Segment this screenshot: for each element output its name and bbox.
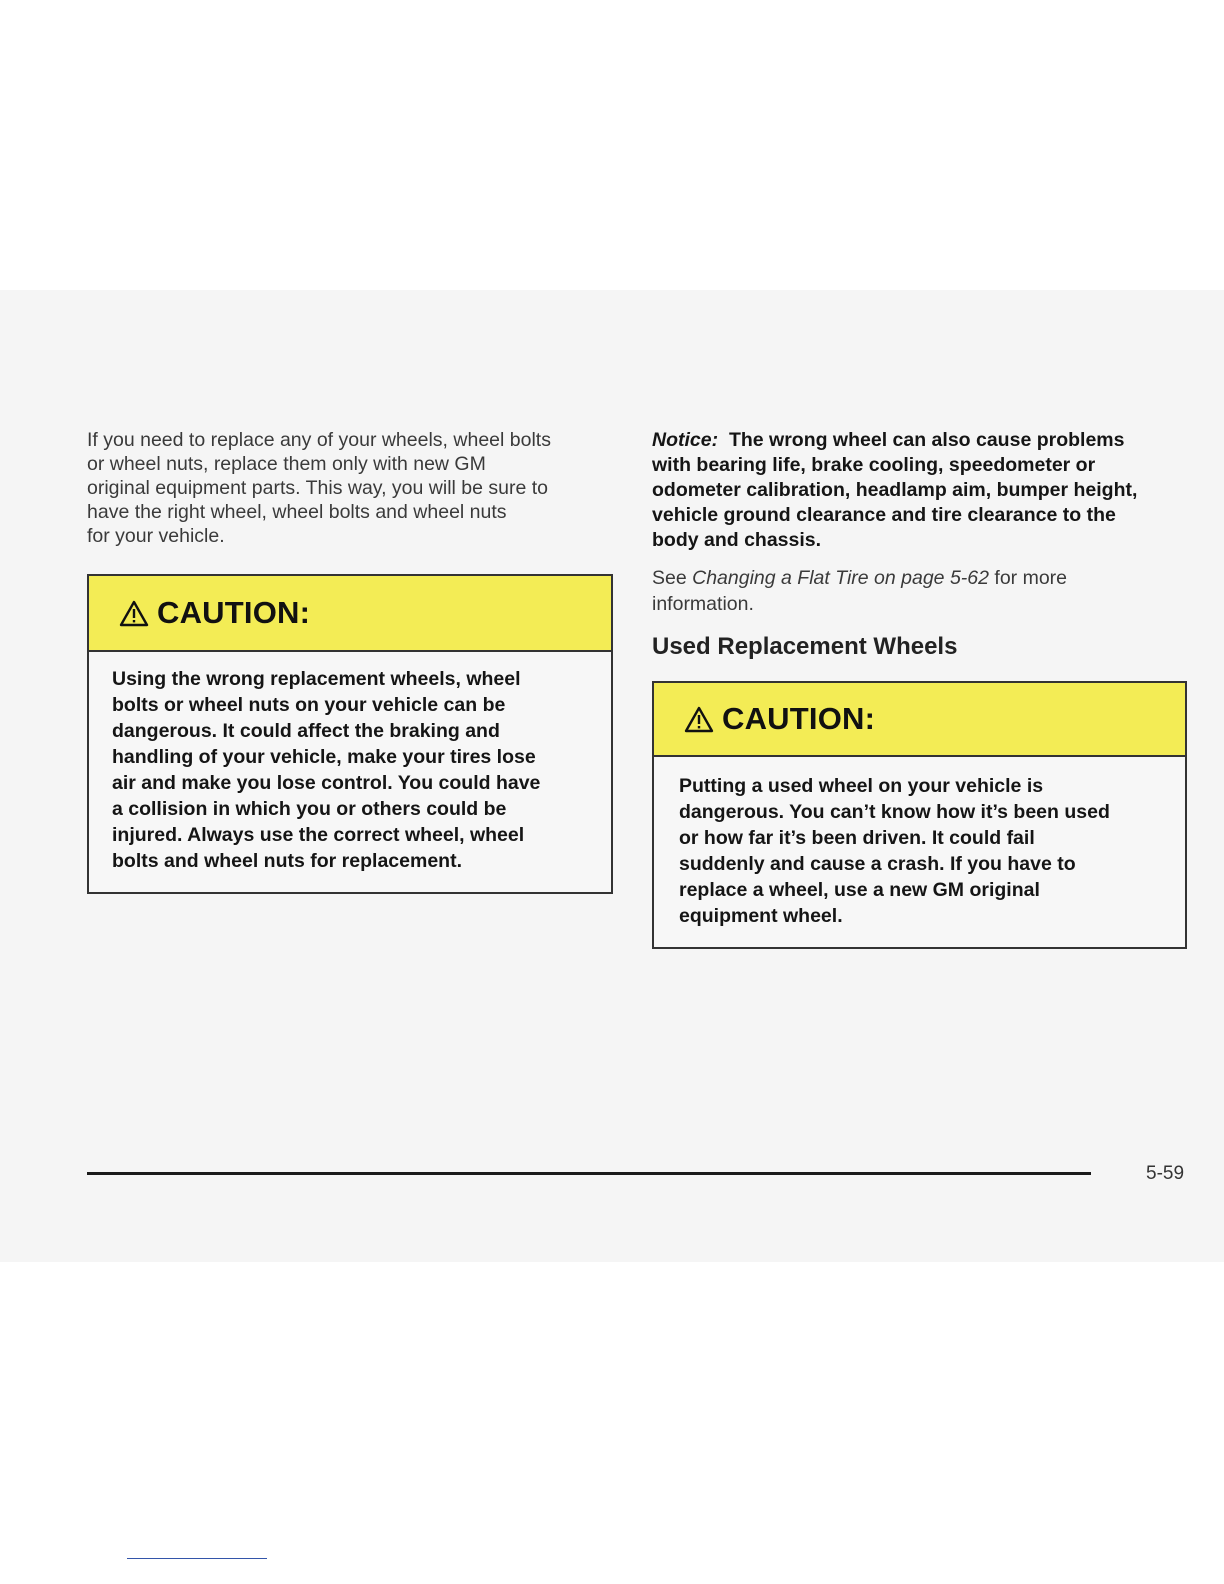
caution-line: or how far it’s been driven. It could fail: [679, 827, 1035, 849]
caution-box-wrong-wheels: [87, 574, 613, 894]
caution-line: bolts or wheel nuts on your vehicle can be: [112, 694, 506, 716]
intro-line: If you need to replace any of your wheels, wheel bolts: [87, 429, 551, 451]
caution-line: Putting a used wheel on your vehicle is: [679, 775, 1044, 797]
caution-body: [654, 757, 1185, 947]
caution-line: a collision in which you or others could be: [112, 798, 507, 820]
see-line: information.: [652, 593, 754, 615]
warning-triangle-icon: [684, 706, 714, 733]
intro-line: for your vehicle.: [87, 525, 225, 547]
intro-line: original equipment parts. This way, you will be sure to: [87, 477, 549, 499]
cross-reference-link[interactable]: Changing a Flat Tire on page 5-62: [692, 567, 989, 589]
intro-paragraph: [87, 428, 613, 548]
notice-line: with bearing life, brake cooling, speedometer or: [652, 454, 1096, 476]
notice-line: vehicle ground clearance and tire clearance to the: [652, 504, 1116, 526]
notice-paragraph: [652, 428, 1187, 553]
caution-line: replace a wheel, use a new GM original: [679, 879, 1040, 901]
intro-line: or wheel nuts, replace them only with new GM: [87, 453, 486, 475]
caution-box-used-wheels: [652, 681, 1187, 949]
footer-rule: [87, 1172, 1091, 1175]
caution-line: suddenly and cause a crash. If you have to: [679, 853, 1076, 875]
caution-title: CAUTION:: [157, 595, 311, 630]
notice-line: odometer calibration, headlamp aim, bumper height,: [652, 479, 1138, 501]
caution-line: Using the wrong replacement wheels, wheel: [112, 668, 521, 690]
left-column: [87, 428, 613, 894]
caution-line: equipment wheel.: [679, 905, 843, 927]
caution-line: injured. Always use the correct wheel, wheel: [112, 824, 525, 846]
caution-header: [654, 683, 1185, 757]
bottom-divider: [127, 1558, 267, 1559]
notice-text: The wrong wheel can also cause problems: [728, 429, 1125, 451]
caution-line: handling of your vehicle, make your tires lose: [112, 746, 536, 768]
see-line: [652, 565, 1187, 591]
caution-line: air and make you lose control. You could have: [112, 772, 541, 794]
intro-line: have the right wheel, wheel bolts and wheel nuts: [87, 501, 507, 523]
section-heading: Used Replacement Wheels: [652, 633, 958, 660]
notice-line: body and chassis.: [652, 529, 822, 551]
notice-label: Notice:: [652, 429, 719, 451]
notice-line: [652, 428, 1187, 453]
warning-triangle-icon: [119, 600, 149, 627]
right-column: [652, 428, 1187, 949]
caution-title: CAUTION:: [722, 701, 876, 736]
caution-line: dangerous. You can’t know how it’s been used: [679, 801, 1110, 823]
see-suffix: for more: [994, 567, 1068, 589]
caution-body: [89, 652, 611, 892]
caution-header: [89, 576, 611, 652]
see-reference-paragraph: [652, 565, 1187, 617]
caution-line: dangerous. It could affect the braking and: [112, 720, 500, 742]
page-number: 5-59: [1146, 1163, 1185, 1184]
caution-line: bolts and wheel nuts for replacement.: [112, 850, 462, 872]
see-prefix: See: [652, 567, 687, 589]
